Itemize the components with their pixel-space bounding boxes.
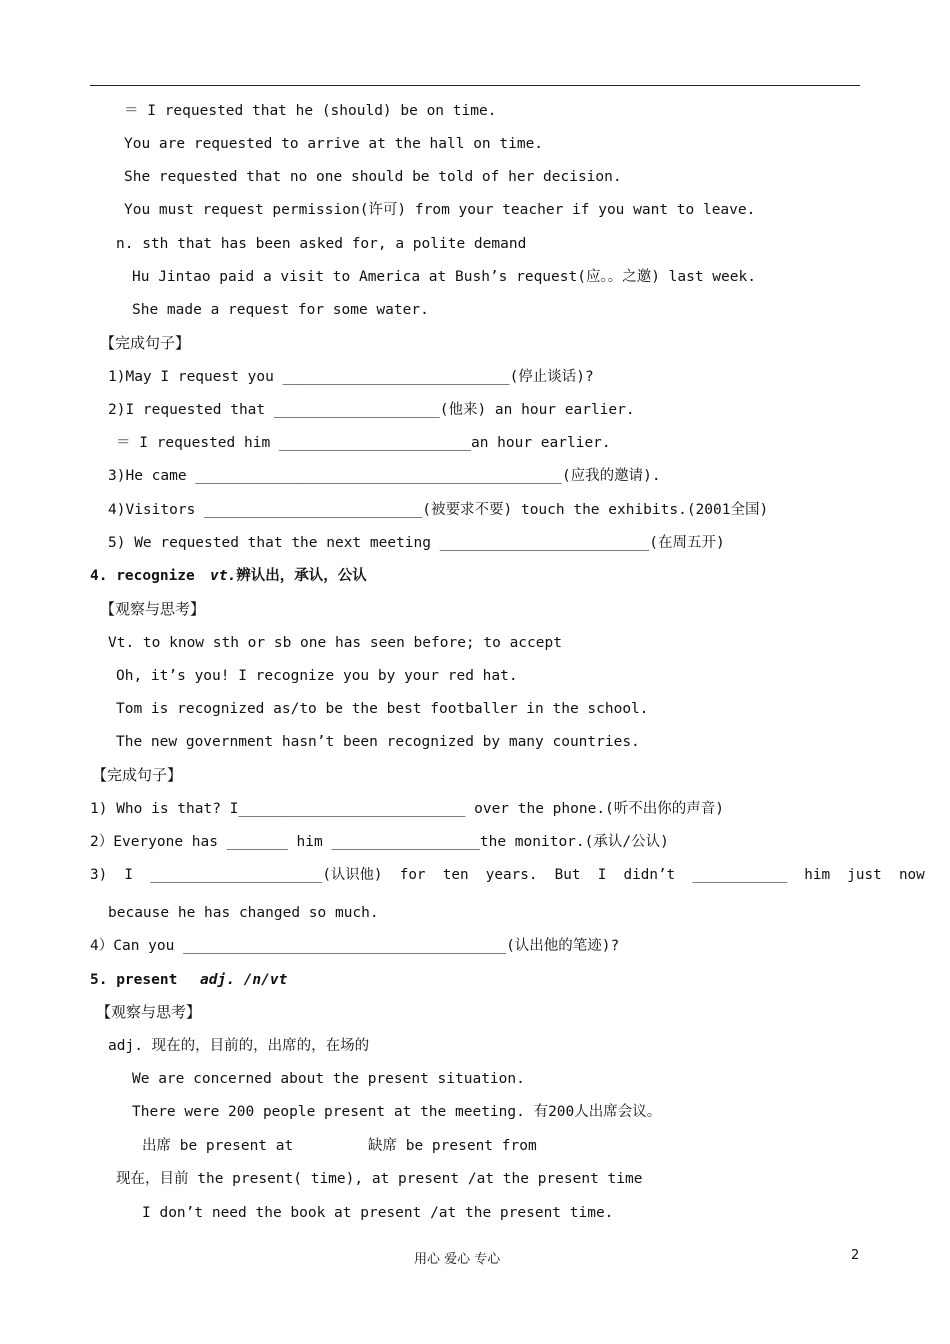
exercise-line: 5) We requested that the next meeting ________________________(在周五开) (108, 535, 725, 551)
text-line: 出席 be present at (142, 1138, 294, 1154)
text-line: She made a request for some water. (132, 302, 429, 318)
word-definition: adj. /n/vt (200, 972, 288, 988)
text-line: 现在，目前 the present( time), at present /at the present time (116, 1171, 643, 1187)
text-line: 缺席 be present from (368, 1138, 537, 1154)
section-heading: 【完成句子】 (100, 334, 191, 352)
text-line: We are concerned about the present situation. (132, 1071, 525, 1087)
word-heading: 5. present (90, 972, 178, 988)
exercise-line: 3)He came __________________________________________(应我的邀请). (108, 468, 661, 484)
text-line: You are requested to arrive at the hall on time. (124, 136, 544, 152)
exercise-line: 4）Can you _____________________________________(认出他的笔迹)? (90, 938, 620, 954)
exercise-line: 2）Everyone has _______ him _________________the monitor.(承认/公认) (90, 834, 669, 850)
text-line: Oh, it’s you! I recognize you by your red hat. (116, 668, 518, 684)
word-heading: 4. recognize (90, 568, 195, 584)
exercise-line: ＝ I requested him ______________________an hour earlier. (116, 435, 611, 451)
text-line: Hu Jintao paid a visit to America at Bush’s request(应。。之邀) last week. (132, 269, 756, 285)
text-line: I don’t need the book at present /at the present time. (142, 1205, 614, 1221)
exercise-line: 2)I requested that ___________________(他来) an hour earlier. (108, 402, 635, 418)
text-line: Tom is recognized as/to be the best footballer in the school. (116, 701, 649, 717)
footer-text: 用心 爱心 专心 (414, 1252, 501, 1267)
text-line: The new government hasn’t been recognized by many countries. (116, 734, 640, 750)
text-line: You must request permission(许可) from your teacher if you want to leave. (124, 202, 756, 218)
exercise-line: 1)May I request you __________________________(停止谈话)? (108, 369, 594, 385)
exercise-line: because he has changed so much. (108, 905, 379, 921)
exercise-line: 4)Visitors _________________________(被要求不要) touch the exhibits.(2001全国) (108, 502, 769, 518)
text-line: Vt. to know sth or sb one has seen before; to accept (108, 635, 562, 651)
text-line: ＝ I requested that he (should) be on time. (124, 103, 497, 119)
section-heading: 【观察与思考】 (100, 600, 206, 618)
word-definition: vt.辨认出，承认，公认 (210, 568, 367, 584)
page-number: 2 (851, 1248, 860, 1263)
exercise-line: 1) Who is that? I__________________________ over the phone.(听不出你的声音) (90, 801, 725, 817)
section-heading: 【观察与思考】 (96, 1003, 202, 1021)
text-line: n. sth that has been asked for, a polite demand (116, 236, 527, 252)
text-line: She requested that no one should be told of her decision. (124, 169, 622, 185)
text-line: There were 200 people present at the meeting. 有200人出席会议。 (132, 1104, 662, 1120)
section-heading: 【完成句子】 (92, 766, 183, 784)
text-line: adj. 现在的，目前的，出席的，在场的 (108, 1038, 370, 1054)
exercise-line: 3) I ____________________(认识他) for ten years. But I didn’t ___________ him just now (90, 867, 925, 883)
header-rule (90, 85, 860, 86)
